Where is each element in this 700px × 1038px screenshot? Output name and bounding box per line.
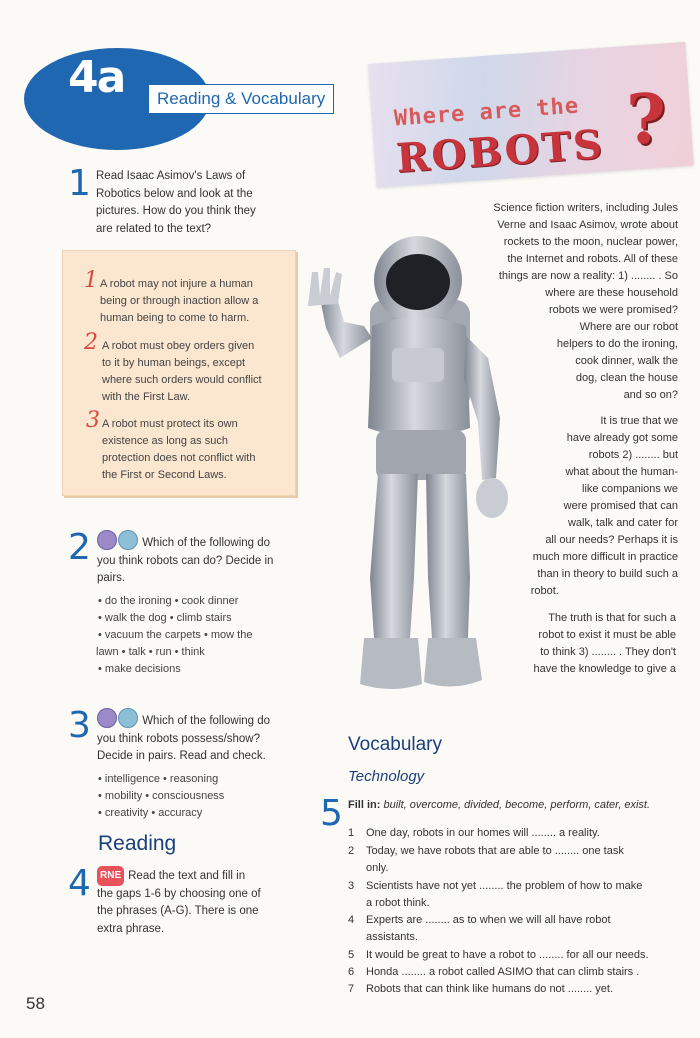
- vocab-item-1: [348, 825, 678, 842]
- instr-line: Robotics below and look at the: [96, 187, 253, 200]
- law-number-3: 3: [86, 408, 100, 433]
- text-line: were promised that can: [563, 500, 678, 512]
- exercise-2-options: [98, 593, 252, 678]
- section-label: Reading & Vocabulary: [148, 84, 334, 114]
- law-line: existence as long as such: [102, 435, 228, 447]
- item-line: Experts are ........ as to when we will all have robot: [366, 914, 611, 926]
- instr-line: you think robots can do? Decide in: [97, 554, 274, 567]
- instr-line: the phrases (A-G). There is one: [97, 905, 259, 917]
- robot-visor: [386, 254, 450, 310]
- pair-work-icon: [97, 530, 117, 550]
- exercise-1-number: 1: [68, 163, 91, 204]
- text-line: cook dinner, walk the: [575, 355, 678, 367]
- instr-line: pairs.: [97, 572, 126, 584]
- title-question-mark: ?: [626, 80, 666, 160]
- law-line: human being to come to harm.: [100, 312, 250, 324]
- text-line: much more difficult in practice: [532, 551, 678, 563]
- exercise-4-number: 4: [68, 863, 91, 904]
- option-line: • walk the dog • climb stairs: [98, 612, 232, 624]
- text-paragraph-3: [534, 610, 677, 678]
- text-line: walk, talk and cater for: [567, 517, 678, 529]
- robot-hand-left: [308, 268, 342, 306]
- text-line: Verne and Isaac Asimov, wrote about: [497, 219, 678, 231]
- law-line: where such orders would conflict: [102, 374, 262, 386]
- instr-line: Which of the following do: [142, 537, 271, 549]
- exercise-3-number: 3: [68, 705, 91, 746]
- text-line: like companions we: [582, 483, 678, 495]
- reading-heading: Reading: [98, 832, 177, 855]
- instr-line: extra phrase.: [97, 922, 165, 935]
- text-paragraph-1: [493, 200, 678, 404]
- option-line: • make decisions: [98, 663, 181, 675]
- title-line1: Where are the: [393, 93, 580, 132]
- text-line: have already got some: [566, 432, 678, 444]
- instr-line: Read the text and fill in: [128, 870, 246, 882]
- robot-hips: [376, 430, 466, 480]
- text-line: the Internet and robots. All of these: [507, 253, 678, 265]
- exercise-3-instruction: [97, 708, 270, 766]
- text-line: It is true that we: [600, 415, 678, 427]
- law-2: [102, 338, 288, 406]
- instr-line: Which of the following do: [142, 715, 271, 727]
- text-line: dog, clean the house: [575, 372, 678, 384]
- instr-line: the gaps 1-6 by choosing one of: [97, 887, 261, 900]
- robot-left-leg: [370, 474, 418, 638]
- item-number: 4: [348, 914, 355, 926]
- text-line: what about the human-: [565, 466, 678, 478]
- item-line: Robots that can think like humans do not ........ yet.: [366, 983, 614, 995]
- law-line: the First or Second Laws.: [102, 469, 227, 481]
- law-line: being or through inaction allow a: [100, 295, 259, 307]
- instr-line: Read Isaac Asimov's Laws of: [96, 170, 246, 182]
- item-line: assistants.: [366, 931, 418, 943]
- item-number: 6: [348, 966, 355, 978]
- option-line: • vacuum the carpets • mow the: [98, 629, 253, 641]
- exam-badge: RNE: [97, 866, 124, 886]
- vocab-item-4: [348, 912, 678, 946]
- option-line: lawn • talk • run • think: [96, 646, 205, 658]
- text-line: Where are our robot: [579, 321, 678, 333]
- instr-line: you think robots possess/show?: [97, 732, 261, 745]
- pair-work-icon: [97, 708, 117, 728]
- item-line: only.: [366, 862, 389, 874]
- exercise-5-number: 5: [320, 793, 343, 834]
- item-number: 7: [348, 983, 355, 995]
- law-line: with the First Law.: [102, 391, 191, 403]
- text-line: to think 3) ........ . They don't: [540, 646, 676, 658]
- unit-number: 4a: [68, 52, 125, 103]
- text-line: all our needs? Perhaps it is: [545, 534, 678, 546]
- text-line: than in theory to build such a: [537, 568, 678, 580]
- vocab-item-6: [348, 964, 678, 981]
- option-line: • creativity • accuracy: [98, 807, 203, 819]
- fill-label: Fill in:: [348, 799, 381, 811]
- instr-line: are related to the text?: [96, 222, 212, 235]
- pair-work-icon: [118, 708, 138, 728]
- law-1: [100, 276, 286, 327]
- law-line: A robot must protect its own: [102, 418, 238, 430]
- exercise-5-instruction: [348, 799, 650, 811]
- exercise-1-instruction: [96, 168, 256, 238]
- text-line: things are now a reality: 1) ........ . So: [498, 270, 678, 282]
- law-line: A robot must obey orders given: [102, 340, 255, 352]
- text-line: robot.: [530, 585, 559, 597]
- law-line: to it by human beings, except: [102, 357, 246, 369]
- law-3: [102, 416, 288, 484]
- robot-right-foot: [424, 638, 482, 687]
- instr-line: Decide in pairs. Read and check.: [97, 750, 266, 762]
- exercise-2-instruction: [97, 530, 273, 588]
- text-line: and so on?: [623, 389, 678, 401]
- text-line: have the knowledge to give a: [533, 663, 676, 675]
- text-line: rockets to the moon, nuclear power,: [503, 236, 678, 248]
- exercise-3-options: [98, 771, 224, 822]
- item-number: 2: [348, 845, 355, 857]
- fill-words: built, overcome, divided, become, perform, cater, exist.: [383, 799, 651, 811]
- text-line: The truth is that for such a: [548, 612, 676, 624]
- item-line: Honda ........ a robot called ASIMO that can climb stairs .: [366, 966, 640, 978]
- pair-work-icon: [118, 530, 138, 550]
- text-line: robots we were promised?: [548, 304, 678, 316]
- vocab-item-3: [348, 878, 678, 912]
- title-line2: ROBOTS: [394, 120, 606, 183]
- exercise-2-number: 2: [68, 527, 91, 568]
- robot-left-foot: [360, 638, 422, 689]
- item-number: 1: [348, 827, 355, 839]
- robot-chest-panel: [392, 348, 444, 382]
- law-number-2: 2: [84, 330, 98, 355]
- item-line: It would be great to have a robot to ........ for all our needs.: [366, 949, 649, 961]
- item-line: a robot think.: [366, 897, 430, 909]
- exercise-4-instruction: [97, 866, 261, 938]
- text-line: Science fiction writers, including Jules: [493, 202, 678, 214]
- item-line: Scientists have not yet ........ the problem of how to make: [366, 880, 643, 892]
- option-line: • mobility • consciousness: [98, 790, 225, 802]
- text-line: where are these household: [545, 287, 678, 299]
- item-number: 5: [348, 949, 355, 961]
- vocab-item-2: [348, 843, 678, 877]
- option-line: • do the ironing • cook dinner: [98, 595, 239, 607]
- vocab-item-7: [348, 981, 678, 998]
- text-paragraph-2: [530, 413, 678, 600]
- text-line: robots 2) ........ but: [588, 449, 678, 461]
- vocabulary-subheading: Technology: [348, 768, 425, 785]
- law-number-1: 1: [84, 268, 98, 293]
- item-line: Today, we have robots that are able to ........ one task: [366, 845, 624, 857]
- law-line: A robot may not injure a human: [100, 278, 253, 290]
- robot-hand-right: [476, 478, 508, 518]
- robot-right-leg: [426, 474, 470, 638]
- text-line: helpers to do the ironing,: [556, 338, 678, 350]
- page-number: 58: [26, 994, 45, 1013]
- option-line: • intelligence • reasoning: [98, 773, 219, 785]
- item-line: One day, robots in our homes will ........ a reality.: [366, 827, 600, 839]
- item-number: 3: [348, 880, 355, 892]
- vocabulary-heading: Vocabulary: [348, 734, 443, 755]
- text-line: robot to exist it must be able: [538, 629, 676, 641]
- law-line: protection does not conflict with: [102, 452, 256, 464]
- vocab-item-5: [348, 947, 678, 964]
- instr-line: pictures. How do you think they: [96, 205, 256, 217]
